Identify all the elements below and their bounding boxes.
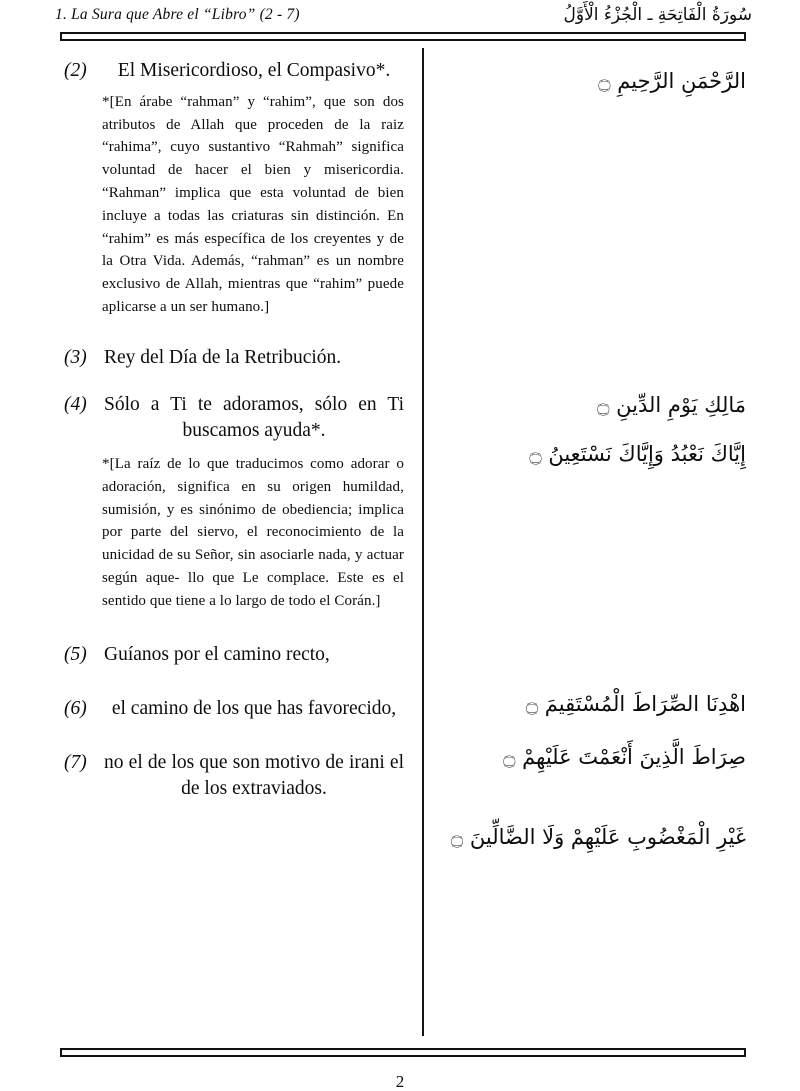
arabic-verse-7: غَيْرِ الْمَغْضُوبِ عَلَيْهِمْ وَلَا الضَّالِّينَ ۝: [450, 824, 746, 849]
verse-5: [64, 642, 404, 668]
verse-text: el camino de los que has favorecido,: [111, 698, 397, 720]
verse-text: Guíanos por el camino recto,: [104, 644, 330, 666]
arabic-verse-6: صِرَاطَ الَّذِينَ أَنْعَمْتَ عَلَيْهِمْ ۝: [503, 745, 746, 769]
verse-text: El Misericordioso, el Compasivo*.: [117, 60, 391, 81]
running-head-title: 1. La Sura que Abre el “Libro” (2 - 7): [55, 6, 300, 23]
arabic-verse-4: إِيَّاكَ نَعْبُدُ وَإِيَّاكَ نَسْتَعِينُ ۝: [529, 442, 746, 466]
verse-4: [64, 392, 404, 443]
verse-number: (7): [64, 751, 87, 773]
verse-number: (3): [64, 346, 87, 368]
verse-text: Sólo a Ti te adoramos, sólo en Ti buscamos ayuda*.: [104, 394, 404, 442]
verse-7: [64, 750, 404, 801]
verse-text: no el de los que son motivo de irani el de los extraviados.: [104, 751, 404, 799]
footer-rule: [60, 1048, 746, 1057]
arabic-verse-2: الرَّحْمَنِ الرَّحِيمِ ۝: [598, 69, 746, 93]
page-number: 2: [395, 1072, 405, 1091]
verse-6: [64, 696, 404, 722]
verse-2: [64, 58, 404, 84]
verse-number: (2): [64, 60, 87, 81]
verse-number: (4): [64, 394, 87, 416]
footnote-verse-4: *[La raíz de lo que traducimos como adorar o adoración, significa en su origen humildad, sumisión, y es sinónimo de obediencia; implica por parte del siervo, el reconocimiento de la unicidad de su Señor, sin asociarle nada, y actuar según aque- llo que Le complace. Este es el sentido que tiene a lo largo de todo el Corán.]: [102, 455, 404, 609]
column-divider: [422, 48, 424, 1036]
running-head: [55, 6, 752, 28]
running-head-arabic-title: سُورَةُ الْفَاتِحَةِ ـ الْجُزْءُ الْأَوَّلُ: [563, 5, 752, 25]
arabic-verse-3: مَالِكِ يَوْمِ الدِّينِ ۝: [597, 392, 746, 417]
verse-number: (5): [64, 644, 87, 666]
arabic-text-column: [440, 58, 746, 853]
verse-text: Rey del Día de la Retribución.: [104, 346, 342, 368]
verse-3: [64, 345, 404, 371]
spanish-translation-column: [64, 58, 404, 805]
arabic-verse-5: اهْدِنَا الصِّرَاطَ الْمُسْتَقِيمَ ۝: [525, 691, 746, 716]
footnote-verse-2: *[En árabe “rahman” y “rahim”, que son dos atributos de Allah que proceden de la raiz “rahima”, cuyo sustantivo “Rahmah” significa voluntad de hacer el bien y misericordia. “Rahman” implica que esta voluntad de bien incluye a todas las criaturas sin distinción. En “rahim” es más específica de los creyentes y de la Otra Vida. Además, “rahman” es un nombre exclusivo de Allah, mientras que “rahim” puede aplicarse a un ser humano.]: [102, 93, 404, 315]
verse-number: (6): [64, 698, 87, 720]
header-rule: [60, 32, 746, 41]
